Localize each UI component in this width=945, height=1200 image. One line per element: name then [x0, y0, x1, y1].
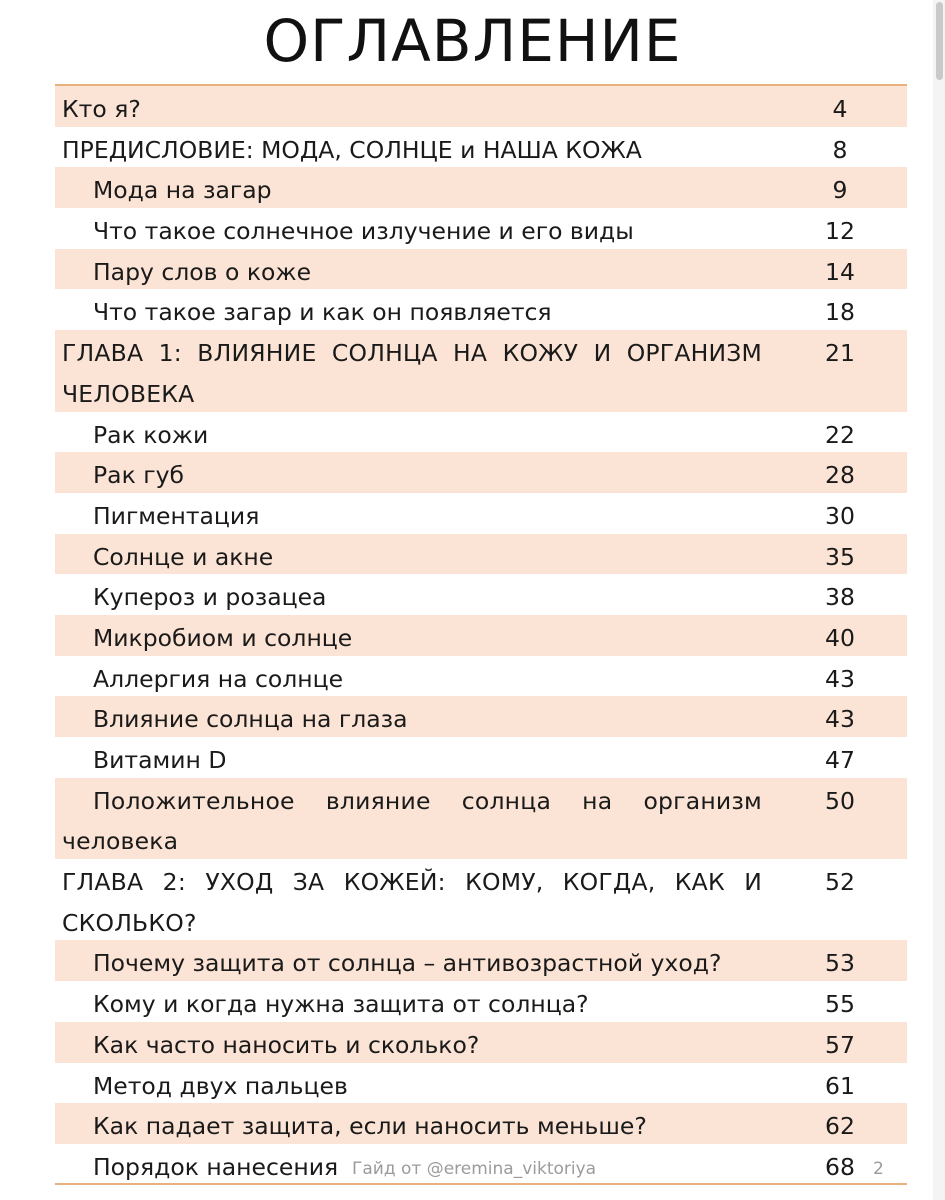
vertical-scrollbar[interactable] [933, 0, 945, 1200]
toc-section-title[interactable]: Микробиом и солнце [93, 623, 353, 652]
toc-page-number: 12 [825, 217, 855, 246]
toc-section-title[interactable]: Почему защита от солнца – антивозрастной уход? [93, 949, 722, 978]
toc-page-number: 18 [825, 298, 855, 327]
toc-page-number: 55 [825, 990, 855, 1019]
toc-row[interactable] [55, 289, 907, 330]
toc-row[interactable] [55, 330, 907, 411]
toc-page-number: 8 [832, 135, 848, 164]
toc-row[interactable] [55, 86, 907, 127]
footer-divider [55, 1183, 907, 1185]
toc-section-title[interactable]: Солнце и акне [93, 542, 274, 571]
toc-section-title[interactable]: Порядок нанесения [93, 1152, 339, 1181]
toc-row[interactable] [55, 167, 907, 208]
toc-row[interactable] [55, 981, 907, 1022]
toc-page-number: 14 [825, 257, 855, 286]
toc-page-number: 35 [825, 542, 855, 571]
toc-row[interactable] [55, 940, 907, 981]
toc-section-title[interactable]: Что такое солнечное излучение и его виды [93, 217, 634, 246]
toc-page-number: 43 [825, 705, 855, 734]
toc-page-number: 21 [825, 339, 855, 368]
toc-page-number: 40 [825, 623, 855, 652]
toc-section-title[interactable]: Положительное влияние солнца на организм человека [62, 786, 762, 856]
toc-section-title[interactable]: Влияние солнца на глаза [93, 705, 408, 734]
page-title: ОГЛАВЛЕНИЕ [263, 7, 682, 75]
toc-row[interactable] [55, 737, 907, 778]
toc-row[interactable] [55, 1022, 907, 1063]
toc-section-title[interactable]: Как часто наносить и сколько? [93, 1030, 480, 1059]
toc-page-number: 53 [825, 949, 855, 978]
toc-page-number: 28 [825, 461, 855, 490]
table-of-contents [55, 86, 907, 1185]
toc-row[interactable] [55, 493, 907, 534]
toc-row[interactable] [55, 656, 907, 697]
toc-section-title[interactable]: Пигментация [93, 501, 260, 530]
toc-row[interactable] [55, 859, 907, 940]
footer-credit: Гайд от @eremina_viktoriya [352, 1159, 597, 1179]
toc-chapter-title[interactable]: ГЛАВА 2: УХОД ЗА КОЖЕЙ: КОМУ, КОГДА, КАК И СКОЛЬКО? [62, 868, 762, 937]
toc-page-number: 50 [825, 786, 855, 815]
toc-section-title[interactable]: Рак кожи [93, 420, 209, 449]
toc-section-title[interactable]: Купероз и розацеа [93, 583, 327, 612]
toc-section-title[interactable]: Метод двух пальцев [93, 1071, 348, 1100]
toc-page-number: 43 [825, 664, 855, 693]
toc-page-number: 30 [825, 501, 855, 530]
page-left-margin [0, 0, 40, 1200]
toc-page-number: 9 [832, 176, 848, 205]
toc-section-title[interactable]: Рак губ [93, 461, 184, 490]
toc-row[interactable] [55, 208, 907, 249]
toc-page-number: 62 [825, 1112, 855, 1141]
toc-row[interactable] [55, 412, 907, 453]
toc-chapter-title[interactable]: ПРЕДИСЛОВИЕ: МОДА, СОЛНЦЕ и НАША КОЖА [62, 135, 642, 164]
toc-section-title[interactable]: Пару слов о коже [93, 257, 312, 286]
toc-row[interactable] [55, 696, 907, 737]
footer-page-number: 2 [873, 1159, 884, 1179]
toc-page-number: 4 [832, 95, 848, 123]
toc-row[interactable] [55, 534, 907, 575]
toc-row[interactable] [55, 452, 907, 493]
toc-row[interactable] [55, 778, 907, 859]
toc-row[interactable] [55, 1063, 907, 1104]
toc-section-title[interactable]: Аллергия на солнце [93, 664, 344, 693]
toc-row[interactable] [55, 1103, 907, 1144]
toc-row[interactable] [55, 249, 907, 290]
toc-row[interactable] [55, 127, 907, 168]
toc-page-number: 38 [825, 583, 855, 612]
toc-page-number: 47 [825, 746, 855, 775]
toc-row[interactable] [55, 574, 907, 615]
toc-page-number: 22 [825, 420, 855, 449]
toc-page-number: 68 [825, 1152, 855, 1181]
toc-section-title[interactable]: Что такое загар и как он появляется [93, 298, 552, 327]
toc-section-title[interactable]: Витамин D [93, 746, 227, 775]
toc-section-title[interactable]: Мода на загар [93, 176, 272, 205]
toc-page-number: 57 [825, 1030, 855, 1059]
toc-page-number: 61 [825, 1071, 855, 1100]
toc-section-title[interactable]: Кому и когда нужна защита от солнца? [93, 990, 589, 1019]
toc-chapter-title[interactable]: ГЛАВА 1: ВЛИЯНИЕ СОЛНЦА НА КОЖУ И ОРГАНИЗМ ЧЕЛОВЕКА [62, 339, 762, 408]
toc-row[interactable] [55, 615, 907, 656]
toc-page-number: 52 [825, 868, 855, 897]
toc-chapter-title[interactable]: Кто я? [62, 95, 141, 123]
toc-section-title[interactable]: Как падает защита, если наносить меньше? [93, 1112, 647, 1141]
